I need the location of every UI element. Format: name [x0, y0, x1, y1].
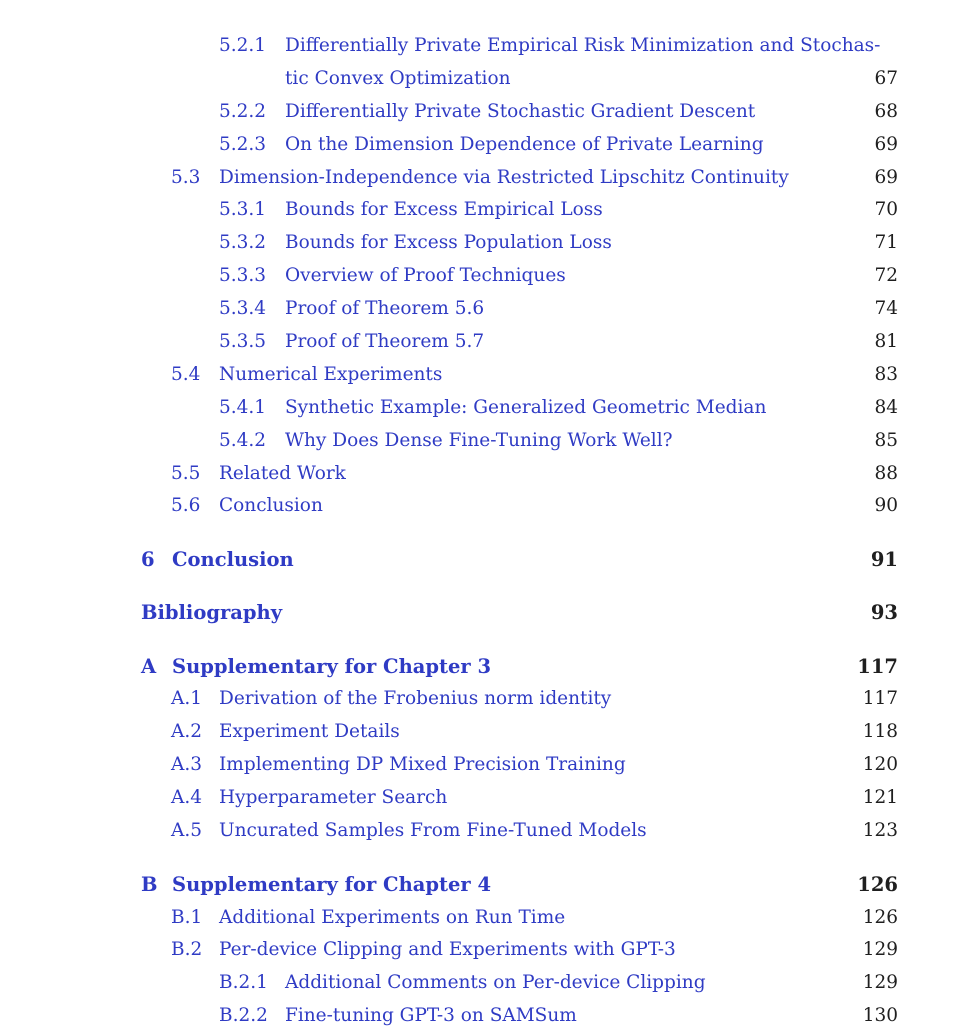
toc-page-number: 90 [874, 495, 898, 516]
toc-entry-title[interactable]: Supplementary for Chapter 4 [172, 873, 492, 896]
toc-subsection-entry[interactable] [0, 230, 979, 256]
toc-section-entry[interactable] [0, 937, 979, 963]
toc-section-entry[interactable] [0, 719, 979, 745]
toc-subsection-entry[interactable] [0, 99, 979, 125]
toc-entry-number: 5.2.3 [219, 134, 267, 155]
toc-page-number: 126 [857, 873, 898, 896]
toc-page-number: 126 [862, 907, 898, 928]
toc-entry-number: B.2.1 [219, 972, 268, 993]
toc-entry-number: A [141, 655, 157, 678]
toc-page-number: 88 [874, 463, 898, 484]
toc-entry-number: 6 [141, 548, 155, 571]
toc-section-entry[interactable] [0, 362, 979, 388]
toc-entry-title[interactable]: Why Does Dense Fine-Tuning Work Well? [285, 430, 673, 451]
toc-page-number: 83 [874, 364, 898, 385]
toc-entry-number: 5.2.2 [219, 101, 267, 122]
toc-page-number: 72 [874, 265, 898, 286]
toc-entry-number: B.2 [171, 939, 203, 960]
toc-entry-title[interactable]: Conclusion [219, 495, 323, 516]
toc-entry-number: 5.3 [171, 167, 201, 188]
toc-page-number: 129 [862, 972, 898, 993]
toc-entry-title[interactable]: Conclusion [172, 548, 294, 571]
toc-page-number: 118 [862, 721, 898, 742]
toc-page-number: 84 [874, 397, 898, 418]
toc-entry-title[interactable]: Derivation of the Frobenius norm identity [219, 688, 612, 709]
toc-entry-title[interactable]: Differentially Private Empirical Risk Minimization and Stochas- [285, 35, 881, 56]
toc-page-number: 123 [862, 820, 898, 841]
toc-entry-number: B.2.2 [219, 1005, 268, 1026]
toc-page-number: 117 [862, 688, 898, 709]
toc-entry-title[interactable]: Per-device Clipping and Experiments with GPT-3 [219, 939, 676, 960]
toc-entry-number: A.2 [171, 721, 203, 742]
toc-subsection-entry[interactable] [0, 197, 979, 223]
toc-section-entry[interactable] [0, 686, 979, 712]
toc-entry-number: 5.2.1 [219, 35, 267, 56]
toc-page-number: 120 [862, 754, 898, 775]
toc-page-number: 121 [862, 787, 898, 808]
toc-subsection-entry[interactable] [0, 1003, 979, 1029]
toc-page-number: 68 [874, 101, 898, 122]
toc-entry-number: 5.4.1 [219, 397, 267, 418]
toc-entry-title[interactable]: Additional Experiments on Run Time [219, 907, 566, 928]
toc-entry-title[interactable]: Proof of Theorem 5.7 [285, 331, 485, 352]
toc-entry-title[interactable]: Supplementary for Chapter 3 [172, 655, 492, 678]
toc-entry-number: B.1 [171, 907, 203, 928]
toc-entry-number: 5.3.4 [219, 298, 267, 319]
toc-entry-title[interactable]: Hyperparameter Search [219, 787, 448, 808]
toc-entry-title[interactable]: Additional Comments on Per-device Clipping [285, 972, 706, 993]
toc-section-entry[interactable] [0, 818, 979, 844]
toc-entry-title[interactable]: Experiment Details [219, 721, 400, 742]
toc-entry-title[interactable]: Overview of Proof Techniques [285, 265, 566, 286]
toc-entry-number: A.1 [171, 688, 203, 709]
toc-chapter-entry[interactable] [0, 872, 979, 898]
toc-entry-title[interactable]: Synthetic Example: Generalized Geometric Median [285, 397, 767, 418]
toc-section-entry[interactable] [0, 905, 979, 931]
toc-page-number: 70 [874, 199, 898, 220]
toc-entry-number: 5.5 [171, 463, 201, 484]
toc-entry-number: 5.4.2 [219, 430, 267, 451]
toc-subsection-entry[interactable] [0, 296, 979, 322]
toc-subsection-entry[interactable] [0, 263, 979, 289]
toc-entry-title[interactable]: Fine-tuning GPT-3 on SAMSum [285, 1005, 577, 1026]
toc-entry-number: A.5 [171, 820, 203, 841]
toc-subsection-entry[interactable] [0, 33, 979, 59]
toc-page-number: 71 [874, 232, 898, 253]
toc-entry-title[interactable]: Implementing DP Mixed Precision Training [219, 754, 626, 775]
toc-page-number: 129 [862, 939, 898, 960]
toc-section-entry[interactable] [0, 165, 979, 191]
toc-entry-number: 5.3.2 [219, 232, 267, 253]
toc-subsection-entry[interactable] [0, 428, 979, 454]
toc-entry-number: A.4 [171, 787, 203, 808]
toc-chapter-entry[interactable] [0, 547, 979, 573]
toc-entry-title[interactable]: Numerical Experiments [219, 364, 443, 385]
toc-page-number: 91 [870, 548, 898, 571]
toc-entry-title[interactable]: Uncurated Samples From Fine-Tuned Models [219, 820, 647, 841]
toc-page-number: 130 [862, 1005, 898, 1026]
toc-page-number: 117 [857, 655, 898, 678]
toc-entry-number: A.3 [171, 754, 203, 775]
toc-subsection-entry[interactable] [0, 970, 979, 996]
toc-page-number: 69 [874, 167, 898, 188]
toc-entry-number: B [141, 873, 158, 896]
toc-entry-title[interactable]: Related Work [219, 463, 346, 484]
toc-section-entry[interactable] [0, 752, 979, 778]
toc-entry-number: 5.3.3 [219, 265, 267, 286]
toc-section-entry[interactable] [0, 493, 979, 519]
toc-entry-title[interactable]: Differentially Private Stochastic Gradient Descent [285, 101, 756, 122]
toc-subsection-entry[interactable] [0, 132, 979, 158]
toc-page-number: 85 [874, 430, 898, 451]
toc-chapter-entry[interactable] [0, 600, 979, 626]
toc-entry-number: 5.3.5 [219, 331, 267, 352]
toc-page-number: 69 [874, 134, 898, 155]
toc-entry-title[interactable]: Bounds for Excess Empirical Loss [285, 199, 603, 220]
toc-entry-title[interactable]: On the Dimension Dependence of Private Learning [285, 134, 764, 155]
toc-subsection-entry[interactable] [0, 329, 979, 355]
toc-entry-title[interactable]: Dimension-Independence via Restricted Lipschitz Continuity [219, 167, 789, 188]
toc-page-number: 81 [874, 331, 898, 352]
toc-page-number: 93 [870, 601, 898, 624]
toc-entry-number: 5.4 [171, 364, 201, 385]
toc-subsection-entry[interactable] [0, 395, 979, 421]
toc-page-number: 67 [874, 68, 898, 89]
toc-page-number: 74 [874, 298, 898, 319]
toc-entry-title[interactable]: Bibliography [141, 601, 283, 624]
toc-entry-number: 5.3.1 [219, 199, 267, 220]
toc-section-entry[interactable] [0, 785, 979, 811]
toc-subsection-entry[interactable] [0, 66, 979, 92]
toc-entry-title[interactable]: tic Convex Optimization [285, 68, 511, 89]
toc-entry-number: 5.6 [171, 495, 201, 516]
toc-entry-title[interactable]: Bounds for Excess Population Loss [285, 232, 612, 253]
toc-section-entry[interactable] [0, 461, 979, 487]
toc-entry-title[interactable]: Proof of Theorem 5.6 [285, 298, 485, 319]
toc-chapter-entry[interactable] [0, 654, 979, 680]
